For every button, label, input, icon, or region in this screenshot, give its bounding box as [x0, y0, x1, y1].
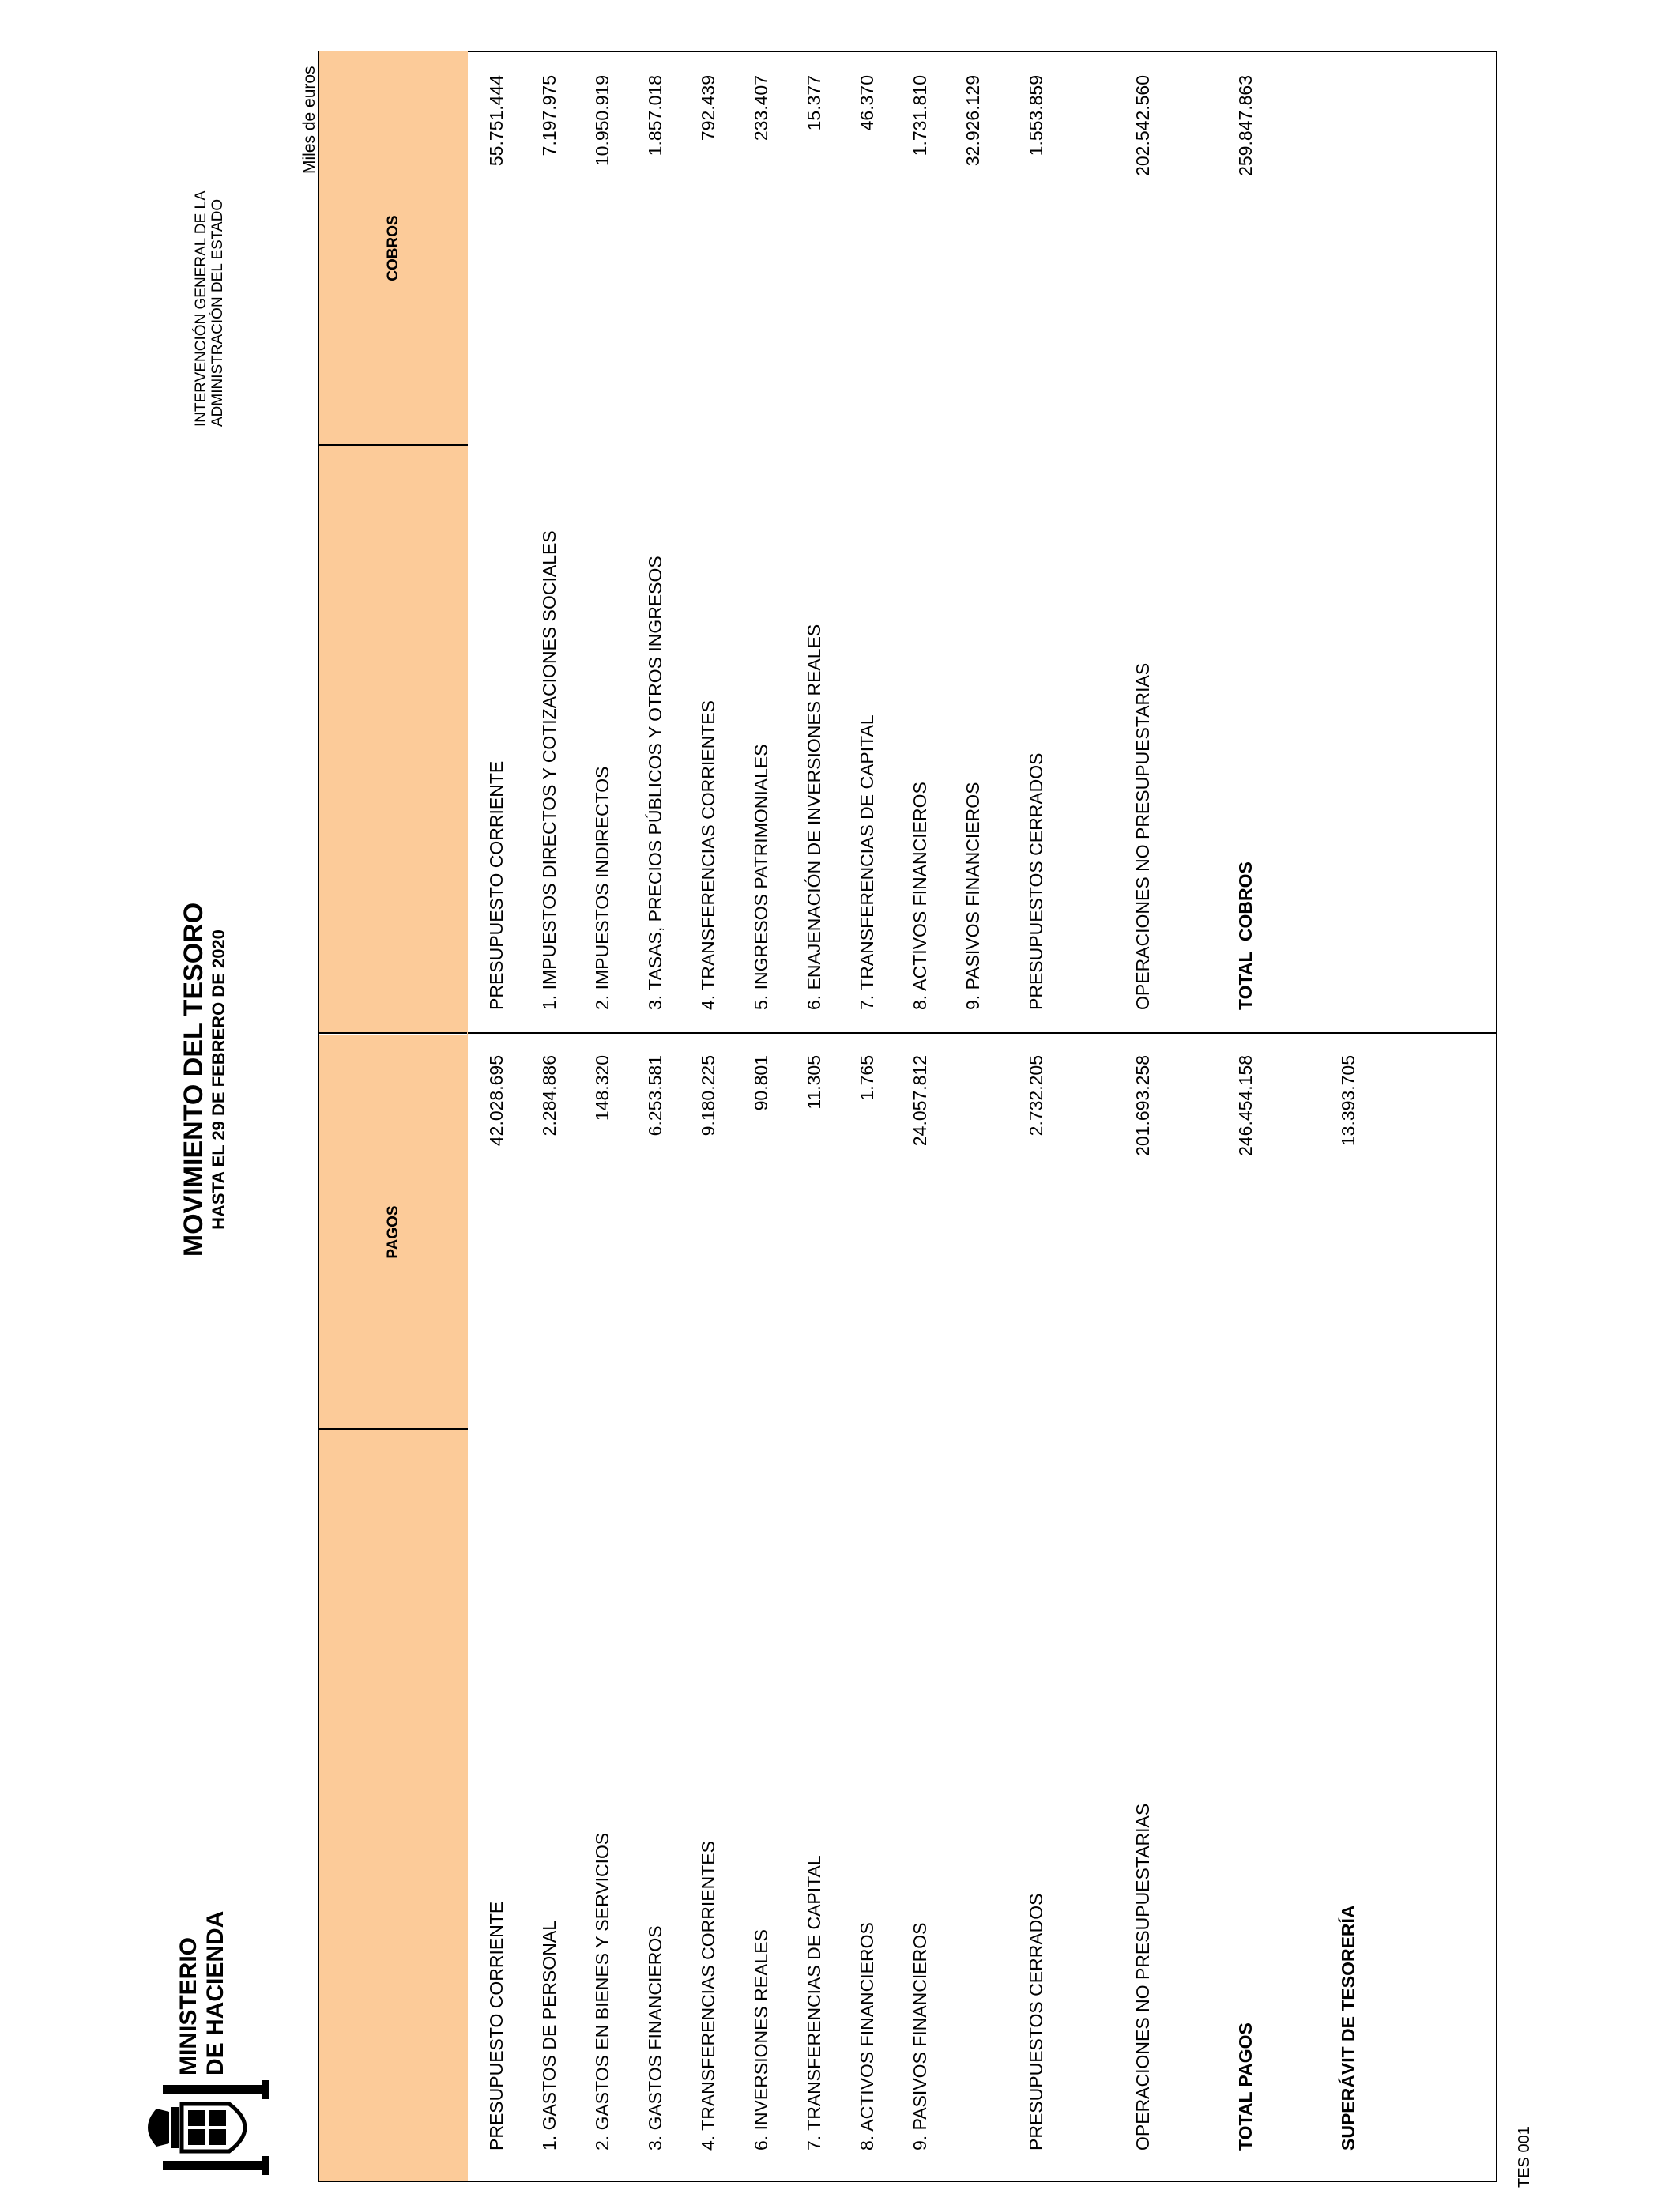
pagos-value: 90.801 [751, 1055, 771, 1111]
cobros-label: 5. INGRESOS PATRIMONIALES [751, 744, 771, 1010]
pagos-column-header: PAGOS [385, 1205, 401, 1259]
units-label: Miles de euros [300, 66, 318, 174]
pagos-label: 3. GASTOS FINANCIEROS [645, 1925, 665, 2151]
pagos-label: 7. TRANSFERENCIAS DE CAPITAL [804, 1855, 824, 2151]
ministry-line-2: DE HACIENDA [202, 1910, 228, 2075]
cobros-value: 46.370 [857, 75, 877, 131]
pagos-label: PRESUPUESTOS CERRADOS [1026, 1893, 1046, 2151]
pagos-label: PRESUPUESTO CORRIENTE [486, 1901, 507, 2151]
pagos-value: 2.732.205 [1026, 1055, 1046, 1137]
superavit-value: 13.393.705 [1338, 1055, 1358, 1147]
cobros-value: 15.377 [804, 75, 824, 131]
cobros-value: 55.751.444 [486, 75, 507, 167]
total-cobros-value: 259.847.863 [1235, 75, 1256, 176]
pagos-value: 24.057.812 [910, 1055, 930, 1147]
pagos-label: 2. GASTOS EN BIENES Y SERVICIOS [592, 1832, 612, 2151]
cobros-value: 1.857.018 [645, 75, 665, 156]
cobros-value: 1.731.810 [910, 75, 930, 156]
pagos-value: 42.028.695 [486, 1055, 507, 1147]
pagos-value: 201.693.258 [1132, 1055, 1153, 1156]
cobros-label: PRESUPUESTO CORRIENTE [486, 760, 507, 1010]
coat-of-arms-icon [139, 2080, 273, 2175]
cobros-header-divider [319, 444, 468, 446]
cobros-value: 10.950.919 [592, 75, 612, 167]
pagos-label: 1. GASTOS DE PERSONAL [539, 1920, 559, 2151]
cobros-value: 7.197.975 [539, 75, 559, 156]
cobros-label: 6. ENAJENACIÓN DE INVERSIONES REALES [804, 624, 824, 1010]
pagos-header-divider [319, 1428, 468, 1430]
cobros-label: 9. PASIVOS FINANCIEROS [962, 782, 983, 1010]
cobros-value: 233.407 [751, 75, 771, 141]
cobros-value: 1.553.859 [1026, 75, 1046, 156]
pagos-value: 6.253.581 [645, 1055, 665, 1137]
ministry-name [175, 1911, 229, 2075]
total-pagos-label: TOTAL PAGOS [1235, 2022, 1256, 2151]
cobros-label: 2. IMPUESTOS INDIRECTOS [592, 766, 612, 1010]
report-title-block [179, 866, 229, 1293]
cobros-label: 3. TASAS, PRECIOS PÚBLICOS Y OTROS INGRESOS [645, 556, 665, 1010]
pagos-value: 11.305 [804, 1055, 824, 1110]
column-divider [319, 1032, 1496, 1034]
report-subtitle: HASTA EL 29 DE FEBRERO DE 2020 [209, 929, 228, 1230]
pagos-label: 9. PASIVOS FINANCIEROS [910, 1922, 930, 2151]
pagos-label: 6. INVERSIONES REALES [751, 1929, 771, 2151]
pagos-label: 8. ACTIVOS FINANCIEROS [857, 1922, 877, 2151]
ministry-line-1: MINISTERIO [175, 1936, 202, 2075]
total-cobros-label: TOTAL COBROS [1235, 861, 1256, 1010]
pagos-value: 148.320 [592, 1055, 612, 1122]
cobros-label: 8. ACTIVOS FINANCIEROS [910, 782, 930, 1010]
total-pagos-value: 246.454.158 [1235, 1055, 1256, 1156]
document-code: TES 001 [1516, 2126, 1533, 2188]
cobros-value: 202.542.560 [1132, 75, 1153, 176]
cobros-label: PRESUPUESTOS CERRADOS [1026, 752, 1046, 1010]
cobros-value: 32.926.129 [962, 75, 983, 167]
cobros-label: 4. TRANSFERENCIAS CORRIENTES [698, 700, 718, 1010]
superavit-label: SUPERÁVIT DE TESORERÍA [1338, 1905, 1358, 2151]
pagos-label: 4. TRANSFERENCIAS CORRIENTES [698, 1841, 718, 2151]
pagos-value: 2.284.886 [539, 1055, 559, 1137]
report-title: MOVIMIENTO DEL TESORO [179, 902, 209, 1257]
cobros-value: 792.439 [698, 75, 718, 141]
igae-name [193, 190, 226, 427]
igae-line-2: ADMINISTRACIÓN DEL ESTADO [209, 198, 226, 427]
cobros-label: 7. TRANSFERENCIAS DE CAPITAL [857, 714, 877, 1010]
treasury-table [318, 51, 1497, 2182]
pagos-value: 1.765 [857, 1055, 877, 1101]
pagos-value: 9.180.225 [698, 1055, 718, 1137]
cobros-label: 1. IMPUESTOS DIRECTOS Y COTIZACIONES SOCIALES [539, 530, 559, 1010]
cobros-column-header: COBROS [385, 215, 401, 281]
igae-line-1: INTERVENCIÓN GENERAL DE LA [193, 190, 209, 427]
cobros-label: OPERACIONES NO PRESUPUESTARIAS [1132, 662, 1153, 1010]
pagos-label: OPERACIONES NO PRESUPUESTARIAS [1132, 1803, 1153, 2151]
